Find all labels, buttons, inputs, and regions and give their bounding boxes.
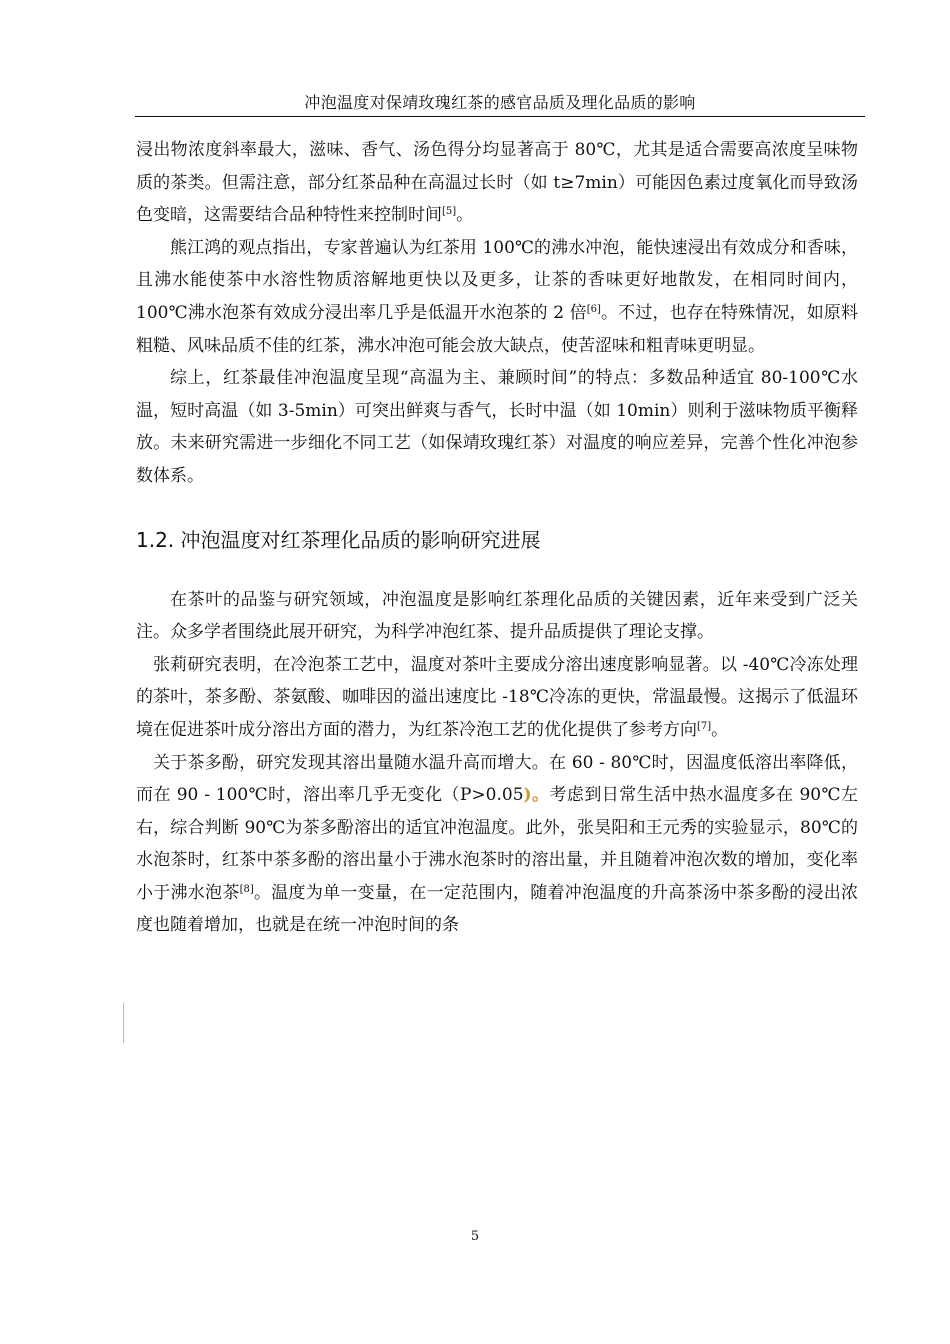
running-header: 冲泡温度对保靖玫瑰红茶的感官品质及理化品质的影响 — [304, 93, 696, 112]
citation: [6] — [586, 303, 601, 315]
paragraph-text: 张莉研究表明，在冷泡茶工艺中，温度对茶叶主要成分溶出速度影响显著。以 -40℃冷冻处理的茶叶，茶多酚、茶氨酸、咖啡因的溢出速度比 -18℃冷冻的更快，常温最慢。这揭示了低温环境在促进茶叶成分溶出方面的潜力，为红茶冷泡工艺的优化提供了参考方向 — [136, 654, 858, 740]
paragraph: 综上，红茶最佳冲泡温度呈现“高温为主、兼顾时间”的特点：多数品种适宜 80-100℃水温，短时高温（如 3-5min）可突出鲜爽与香气，长时中温（如 10min）则利于滋味物质平衡释放。未来研究需进一步细化不同工艺（如保靖玫瑰红茶）对温度的响应差异，完善个性化冲泡参数体系。 — [136, 368, 858, 486]
paragraph-text: 。 — [456, 205, 474, 226]
paragraph-text: 熊江鸿的观点指出，专家普遍认为红茶用 100℃的沸水冲泡，能快速浸出有效成分和香味，且沸水能使茶中水溶性物质溶解地更快以及更多，让茶的香味更好地散发，在相同时间内，100℃沸水泡茶有效成分浸出率几乎是低温开水泡茶的 2 倍 — [136, 237, 858, 323]
section-heading: 1.2. 冲泡温度对红茶理化品质的影响研究进展 — [136, 527, 541, 552]
paragraph-text: 。温度为单一变量，在一定范围内，随着冲泡温度的升高茶汤中茶多酚的浸出浓度也随着增加，也就是在统一冲泡时间的条 — [136, 882, 859, 936]
paragraph-text: 关于茶多酚，研究发现其溶出量随水温升高而增大。在 60 - 80℃时，因温度低溶出率降低，而在 90 - 100℃时，溶出率几乎无变化（P>0.05 — [136, 752, 858, 806]
citation: [7] — [697, 720, 712, 732]
paragraph — [136, 232, 858, 362]
citation: [8] — [239, 883, 254, 895]
highlighted-text: )。 — [523, 785, 550, 806]
paragraph-text: 。 — [711, 719, 729, 740]
paragraph: 在茶叶的品鉴与研究领域，冲泡温度是影响红茶理化品质的关键因素，近年来受到广泛关注。众多学者围绕此展开研究，为科学冲泡红茶、提升品质提供了理论支撑。 — [136, 589, 858, 643]
paragraph-text: 浸出物浓度斜率最大，滋味、香气、汤色得分均显著高于 80℃，尤其是适合需要高浓度呈味物质的茶类。但需注意，部分红茶品种在高温过长时（如 t≥7min）可能因色素过度氧化而导致汤色变暗，这需要结合品种特性来控制时间 — [136, 140, 858, 226]
citation: [5] — [442, 206, 457, 218]
paragraph — [136, 747, 858, 943]
page-body — [136, 134, 858, 942]
header-divider — [135, 116, 865, 117]
paragraph-text: 考虑到日常生活中热水温度多在 90℃左右，综合判断 90℃为茶多酚溶出的适宜冲泡温度。此外，张昊阳和王元秀的实验显示，80℃的水泡茶时，红茶中茶多酚的溶出量小于沸水泡茶时的溶出量，并且随着冲泡次数的增加，变化率小于沸水泡茶 — [136, 785, 858, 903]
paragraph-text: 。不过，也存在特殊情况，如原料粗糙、风味品质不佳的红茶，沸水冲泡可能会放大缺点，使苦涩味和粗青味更明显。 — [136, 302, 859, 356]
paragraph — [136, 649, 858, 747]
edit-margin-mark — [123, 1003, 124, 1043]
page-number: 5 — [470, 1229, 480, 1244]
paragraph-continued — [136, 134, 858, 232]
